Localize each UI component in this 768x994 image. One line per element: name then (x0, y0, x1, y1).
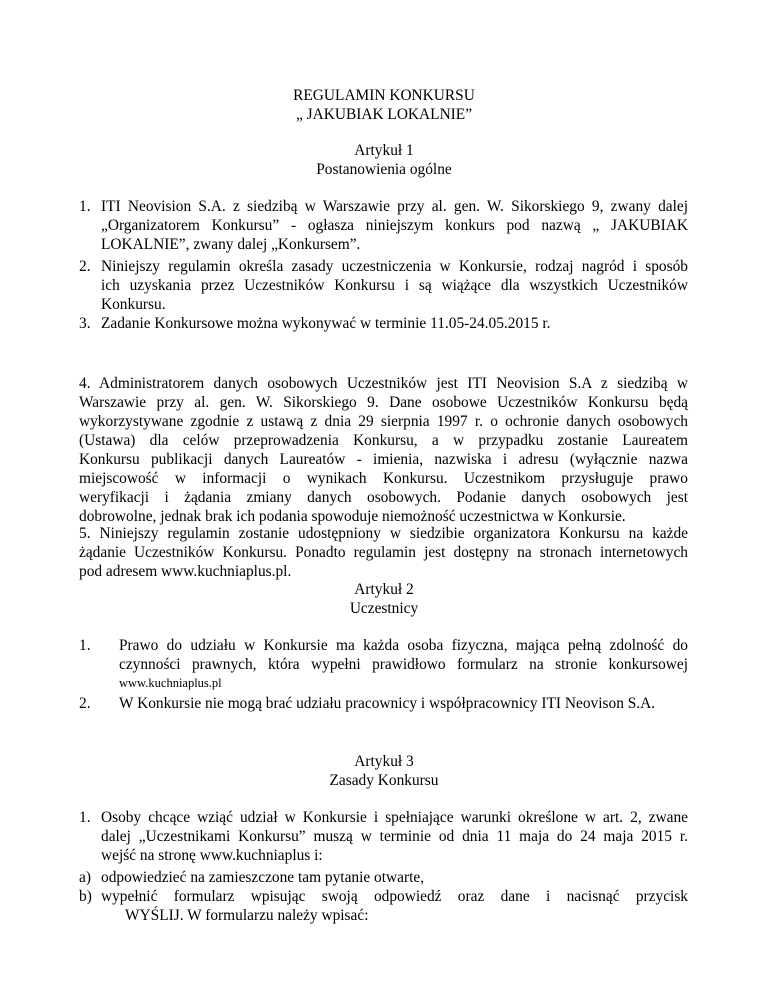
text-line: Osoby chcące wziąć udział w Konkursie i spełniające warunki określone w art. 2, zwane (101, 809, 688, 826)
a3-item1-text (101, 808, 688, 865)
text-line: miejscowość w informacji o wynikach Konkursu. Uczestnikom przysługuje prawo (79, 470, 688, 487)
a1-item1-text (101, 197, 688, 254)
a1-item3-marker: 3. (79, 315, 91, 332)
text-line: LOKALNIE”, zwany dalej „Konkursem”. (101, 236, 361, 253)
text-line: Warszawie przy al. gen. W. Sikorskiego 9. Dane osobowe Uczestników Konkursu będą (79, 394, 688, 411)
a3-sub-b-marker: b) (79, 888, 92, 905)
text-line: wykorzystywane zgodnie z ustawą z dnia 29 sierpnia 1997 r. o ochronie danych osobowych (79, 413, 688, 430)
a3-item1-marker: 1. (79, 809, 91, 826)
a1-paragraph-5 (79, 524, 688, 581)
text-line: 5. Niniejszy regulamin zostanie udostępniony w siedzibie organizatora Konkursu na każde (79, 525, 688, 542)
text-line: (Ustawa) dla celów przeprowadzenia Konkursu, a w przypadku zostanie Laureatem (79, 432, 688, 449)
article-1-heading: Postanowienia ogólne (316, 161, 452, 178)
a1-item2-text (101, 257, 688, 314)
text-line: WYŚLIJ. W formularzu należy wpisać: (125, 907, 369, 924)
text-line: „Organizatorem Konkursu” - ogłasza niniejszym konkurs pod nazwą „ JAKUBIAK (101, 217, 688, 234)
a2-item2-marker: 2. (79, 695, 91, 712)
a1-paragraph-4 (79, 374, 688, 526)
a1-item1-marker: 1. (79, 198, 91, 215)
a3-sub-b-text (101, 887, 688, 925)
text-line: dobrowolne, jednak brak ich podania spowoduje niemożność uczestnictwa w Konkursie. (79, 508, 626, 525)
document-subtitle: „ JAKUBIAK LOKALNIE” (295, 106, 473, 123)
article-3-heading: Zasady Konkursu (329, 772, 439, 789)
text-line: W Konkursie nie mogą brać udziału pracownicy i współpracownicy ITI Neovison S.A. (119, 695, 656, 712)
a1-item3-text (101, 314, 688, 333)
text-line: dalej „Uczestnikami Konkursu” muszą w terminie od dnia 11 maja do 24 maja 2015 r. (101, 828, 688, 845)
text-line: odpowiedzieć na zamieszczone tam pytanie otwarte, (101, 869, 425, 886)
text-line: Zadanie Konkursowe można wykonywać w terminie 11.05-24.05.2015 r. (101, 315, 551, 332)
text-line: ich uzyskania przez Uczestników Konkursu i są wiążące dla wszystkich Uczestników (101, 277, 688, 294)
article-3-number: Artykuł 3 (354, 753, 414, 770)
text-line: żądanie Uczestników Konkursu. Ponadto regulamin jest dostępny na stronach internetowych (79, 544, 688, 561)
a1-item2-marker: 2. (79, 258, 91, 275)
text-line: Konkursu. (101, 296, 166, 313)
text-line: czynności prawnych, która wypełni prawidłowo formularz na stronie konkursowej (119, 656, 688, 673)
article-2-number: Artykuł 2 (354, 581, 414, 598)
text-line: ITI Neovision S.A. z siedzibą w Warszawie przy al. gen. W. Sikorskiego 9, zwany dalej (101, 198, 688, 215)
a2-item1-marker: 1. (79, 637, 91, 654)
text-line: wypełnić formularz wpisując swoją odpowiedź oraz dane i nacisnąć przycisk (101, 888, 688, 905)
article-2-heading: Uczestnicy (349, 600, 419, 617)
text-line: Niniejszy regulamin określa zasady uczestniczenia w Konkursie, rodzaj nagród i sposób (101, 258, 688, 275)
text-line: wejść na stronę www.kuchniaplus i: (101, 847, 323, 864)
document-title: REGULAMIN KONKURSU (293, 87, 475, 104)
article-1-number: Artykuł 1 (354, 142, 414, 159)
text-line: Prawo do udziału w Konkursie ma każda osoba fizyczna, mająca pełną zdolność do (119, 637, 688, 654)
text-line: Konkursu publikacji danych Laureatów - imienia, nazwiska i adresu (wyłącznie nazwa (79, 451, 688, 468)
a2-item2-text (119, 694, 688, 713)
a3-sub-a-text (101, 868, 688, 887)
a3-sub-a-marker: a) (79, 869, 91, 886)
a2-item1-text (119, 636, 688, 693)
website-url-text: www.kuchniaplus.pl (119, 676, 222, 690)
text-line: pod adresem www.kuchniaplus.pl. (79, 563, 292, 580)
text-line: 4. Administratorem danych osobowych Uczestników jest ITI Neovision S.A z siedzibą w (79, 375, 688, 392)
text-line: weryfikacji i żądania zmiany danych osobowych. Podanie danych osobowych jest (79, 489, 688, 506)
